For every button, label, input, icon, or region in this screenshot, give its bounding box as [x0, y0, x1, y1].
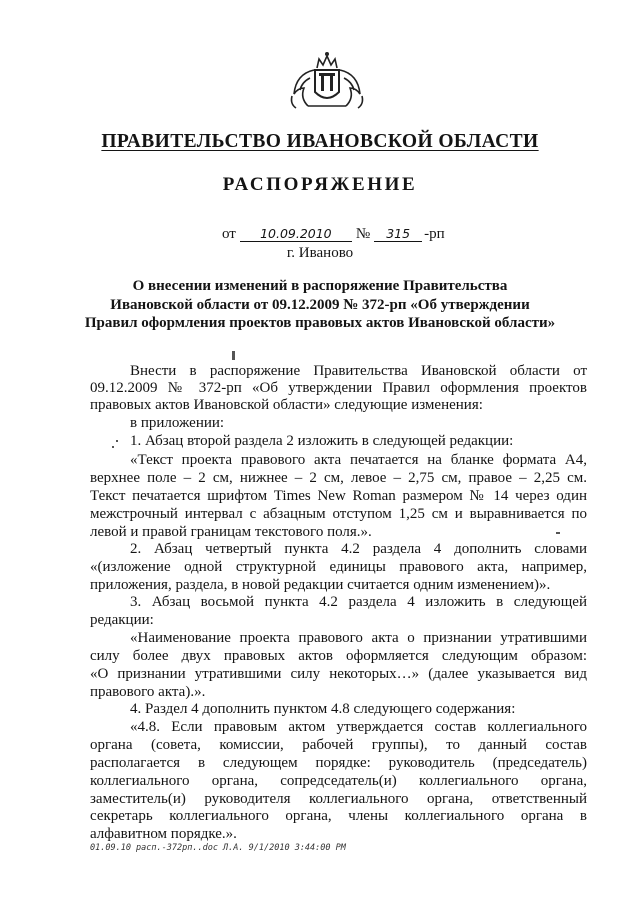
scan-speck — [232, 351, 235, 360]
body-line: 3. Абзац восьмой пункта 4.2 раздела 4 изложить в следующей — [130, 594, 587, 610]
scan-speck — [116, 440, 118, 442]
subject-line: О внесении изменений в распоряжение Правительства — [132, 278, 508, 294]
coat-of-arms-icon — [288, 48, 366, 114]
number-sign: № — [355, 226, 371, 242]
body-line: алфавитном порядке.». — [90, 826, 237, 842]
date-number-line — [222, 226, 445, 243]
handwritten-number: 315 — [374, 227, 422, 242]
body-line: «4.8. Если правовым актом утверждается состав коллегиального — [130, 719, 587, 735]
body-line: редакции: — [90, 612, 154, 628]
body-line: 09.12.2009 № 372-рп «Об утверждении Правил оформления проектов — [90, 380, 587, 396]
scan-speck — [112, 446, 114, 448]
number-suffix: -рп — [424, 226, 445, 242]
body-line: Текст печатается шрифтом Times New Roman размером № 14 через один — [90, 488, 587, 504]
body-line: силу более двух правовых актов оформляется следующим образом: — [90, 648, 587, 664]
body-line: органа (совета, комиссии, рабочей группы), то данный состав — [90, 737, 587, 753]
body-line: 1. Абзац второй раздела 2 изложить в следующей редакции: — [130, 433, 514, 449]
body-line: приложения, раздела, в новой редакции считается одним изменением)». — [90, 577, 551, 593]
body-line: «Наименование проекта правового акта о признании утратившими — [130, 630, 587, 646]
body-line: межстрочный интервал с абзацным отступом 1,25 см и выравнивается по — [90, 506, 587, 522]
body-line: секретарь коллегиального органа, члены коллегиального органа в — [90, 808, 587, 824]
body-line: 4. Раздел 4 дополнить пунктом 4.8 следующего содержания: — [130, 701, 516, 717]
body-line: в приложении: — [130, 415, 225, 431]
body-line: «Текст проекта правового акта печатается на бланке формата А4, — [130, 452, 587, 468]
file-footer: 01.09.10 расп.-372рп..doc Л.А. 9/1/2010 3:44:00 PM — [90, 843, 346, 853]
body-line: верхнее поле – 2 см, нижнее – 2 см, левое – 2,75 см, правое – 2,25 см. — [90, 470, 587, 486]
document-type: РАСПОРЯЖЕНИЕ — [222, 174, 418, 195]
subject-line: Ивановской области от 09.12.2009 № 372-рп «Об утверждении — [110, 296, 530, 313]
body-line: левой и правой границам текстового поля.». — [90, 524, 372, 540]
handwritten-date: 10.09.2010 — [240, 227, 352, 242]
city: г. Иваново — [286, 245, 354, 261]
organization-title: ПРАВИТЕЛЬСТВО ИВАНОВСКОЙ ОБЛАСТИ — [101, 131, 539, 152]
body-line: Внести в распоряжение Правительства Ивановской области от — [130, 363, 587, 379]
body-line: располагается в следующем порядке: руководитель (председатель) — [90, 755, 587, 771]
body-line: заместитель(и) руководителя коллегиального органа, ответственный — [90, 791, 587, 807]
body-line: коллегиального органа, сопредседатель(и) коллегиального органа, — [90, 773, 587, 789]
body-line: правовых актов Ивановской области» следующие изменения: — [90, 397, 483, 413]
body-line: «(изложение одной структурной единицы правового акта, например, — [90, 559, 587, 575]
body-line: 2. Абзац четвертый пункта 4.2 раздела 4 дополнить словами — [130, 541, 587, 557]
scan-speck — [556, 532, 560, 534]
document-subject — [80, 277, 560, 333]
subject-line: Правил оформления проектов правовых актов Ивановской области» — [84, 315, 556, 331]
date-prefix: от — [222, 226, 236, 242]
body-line: «О признании утратившими силу некоторых…» (далее указывается вид — [90, 666, 587, 682]
body-line: правового акта).». — [90, 684, 206, 700]
